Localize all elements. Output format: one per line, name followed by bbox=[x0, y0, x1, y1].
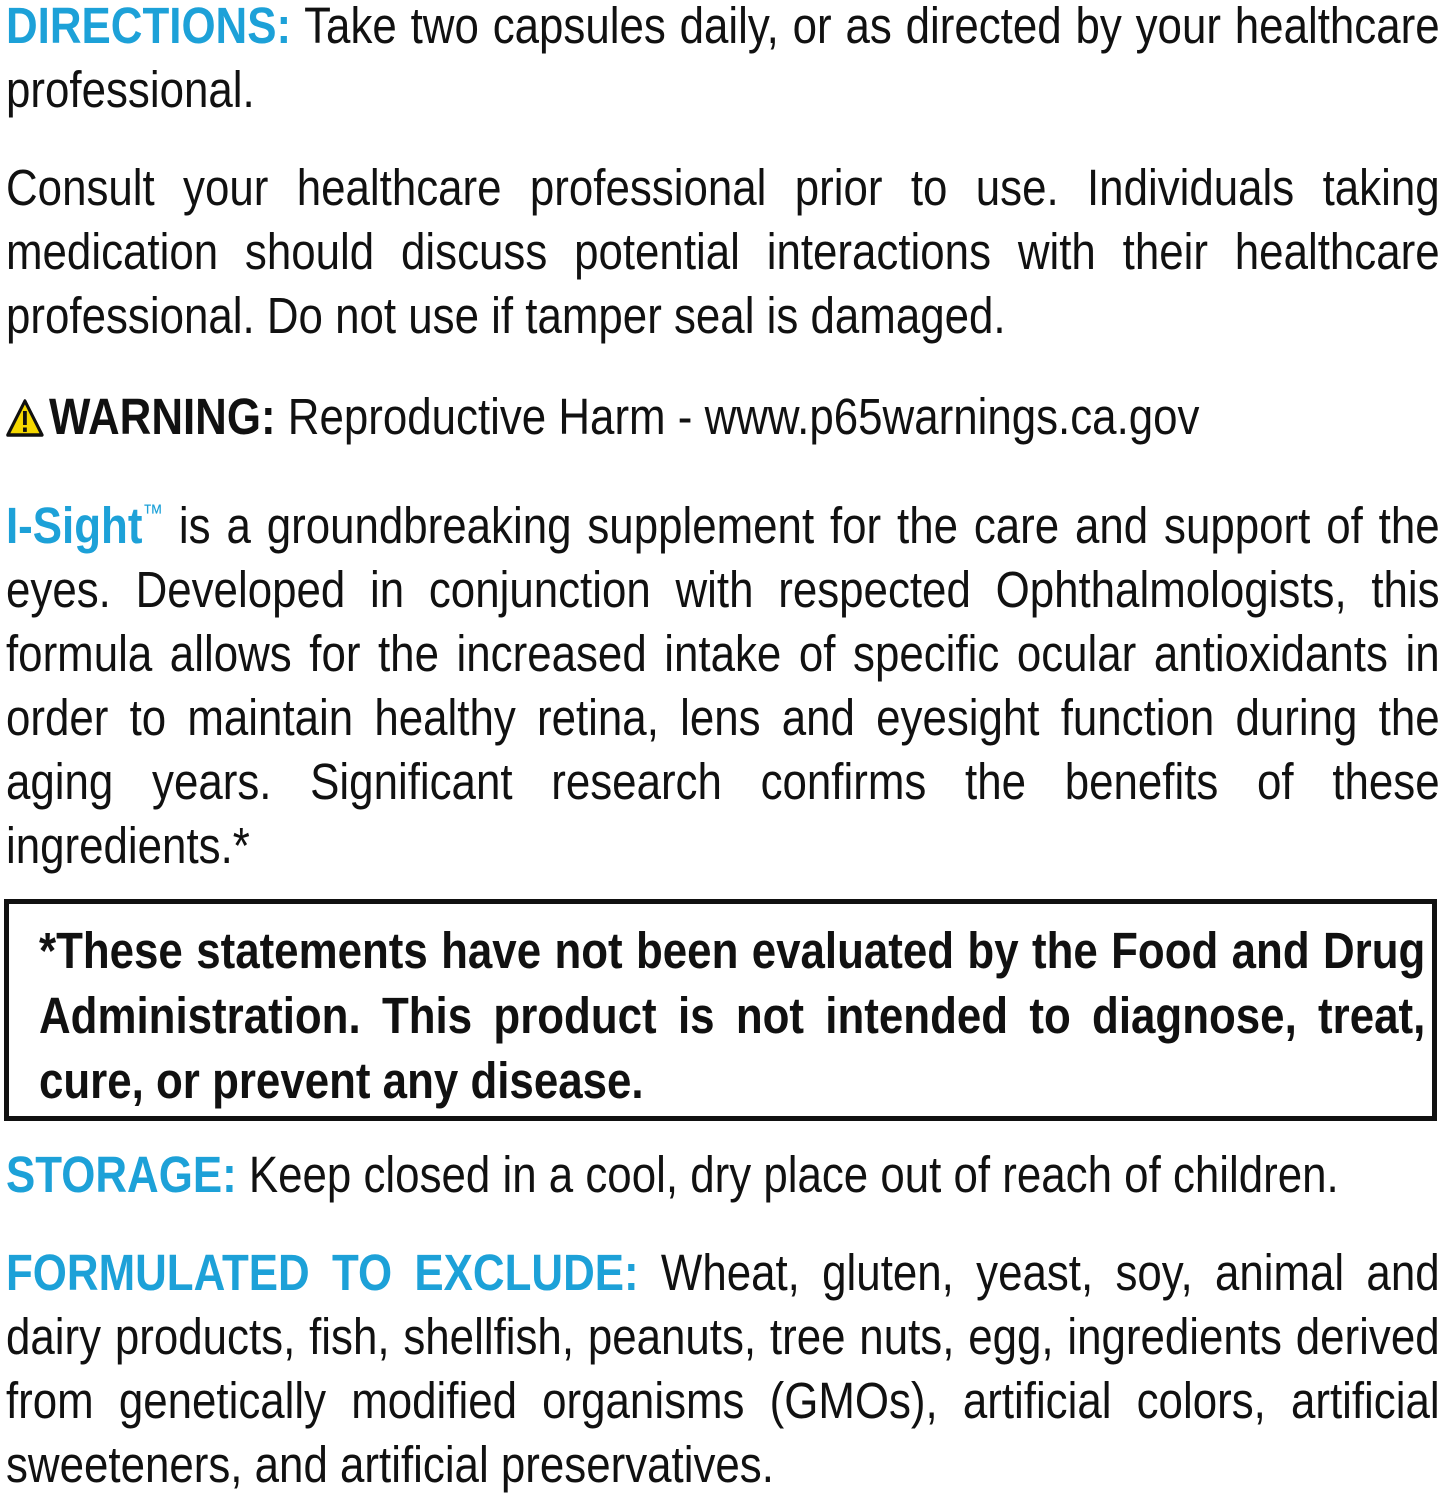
fda-disclaimer-box bbox=[4, 899, 1437, 1121]
warning-triangle-icon bbox=[6, 389, 44, 429]
description-text: is a groundbreaking supplement for the care and support of the eyes. Developed in conjunction with respected Ophthalmologists, this formula allows for the increased intake of specific ocular antioxidants in order to maintain healthy retina, lens and eyesight function during the aging years. Significant research confirms the benefits of these ingredients.* bbox=[6, 497, 1440, 874]
warning-label: WARNING: bbox=[49, 388, 276, 445]
exclude-text: Wheat, gluten, yeast, soy, animal and dairy products, fish, shellfish, peanuts, tree nuts, egg, ingredients derived from genetically modified organisms (GMOs), artificial colors, artificial sweeteners, and artificial preservatives. bbox=[6, 1244, 1440, 1493]
brand-name: I-Sight bbox=[6, 497, 143, 554]
description-paragraph bbox=[6, 482, 1440, 878]
directions-text: Take two capsules daily, or as directed by your healthcare professional. bbox=[6, 0, 1440, 118]
storage-text: Keep closed in a cool, dry place out of reach of children. bbox=[236, 1146, 1339, 1203]
exclude-paragraph bbox=[6, 1241, 1440, 1497]
fda-disclaimer-text: *These statements have not been evaluated by the Food and Drug Administration. This product is not intended to diagnose, treat, cure, or prevent any disease. bbox=[39, 922, 1426, 1109]
consult-paragraph bbox=[6, 156, 1440, 348]
directions-paragraph bbox=[6, 0, 1440, 122]
exclude-label: FORMULATED TO EXCLUDE: bbox=[6, 1244, 639, 1301]
warning-text: Reproductive Harm - www.p65warnings.ca.gov bbox=[275, 388, 1200, 445]
directions-label: DIRECTIONS: bbox=[6, 0, 292, 54]
storage-paragraph bbox=[6, 1143, 1440, 1207]
storage-label: STORAGE: bbox=[6, 1146, 237, 1203]
consult-text: Consult your healthcare professional prior to use. Individuals taking medication should discuss potential interactions with their healthcare professional. Do not use if tamper seal is damaged. bbox=[6, 159, 1440, 344]
trademark-symbol: ™ bbox=[142, 500, 164, 527]
warning-paragraph bbox=[6, 385, 1440, 449]
